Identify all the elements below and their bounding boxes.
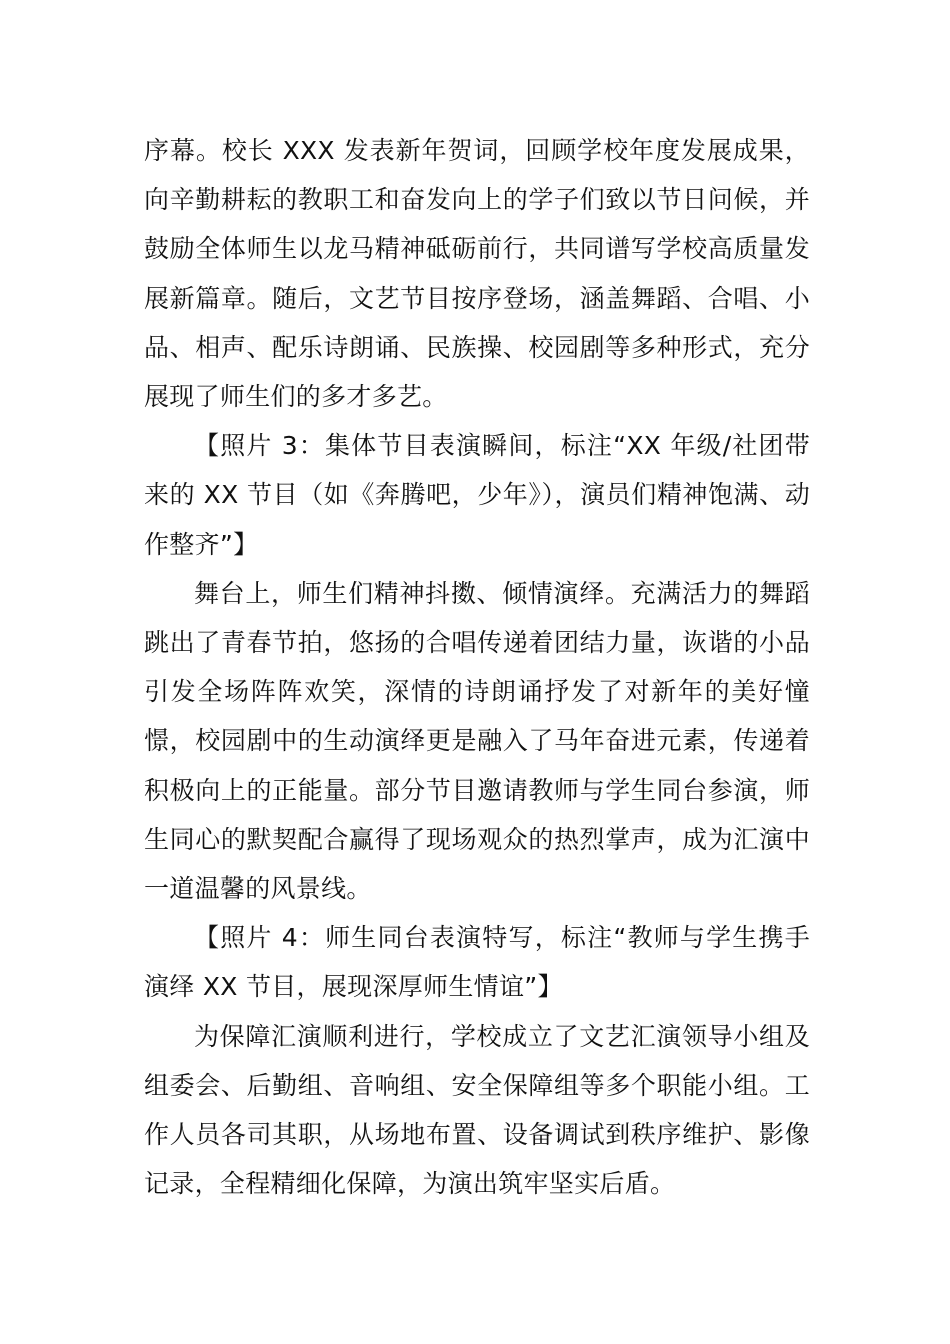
paragraph-logistics: 为保障汇演顺利进行，学校成立了文艺汇演领导小组及组委会、后勤组、音响组、安全保障组等多个职能小组。工作人员各司其职，从场地布置、设备调试到秩序维护、影像记录，全程精细化保障，为演出筑牢坚实后盾。 <box>144 1021 810 1199</box>
document-body <box>144 126 810 1208</box>
photo-3-caption: 【照片 3：集体节目表演瞬间，标注“XX 年级/社团带来的 XX 节目（如《奔腾吧，少年》），演员们精神饱满、动作整齐”】 <box>144 431 810 559</box>
paragraph-stage-performance: 舞台上，师生们精神抖擞、倾情演绎。充满活力的舞蹈跳出了青春节拍，悠扬的合唱传递着团结力量，诙谐的小品引发全场阵阵欢笑，深情的诗朗诵抒发了对新年的美好憧憬，校园剧中的生动演绎更是融入了马年奋进元素，传递着积极向上的正能量。部分节目邀请教师与学生同台参演，师生同心的默契配合赢得了现场观众的热烈掌声，成为汇演中一道温馨的风景线。 <box>144 578 810 904</box>
paragraph-opening-ceremony: 序幕。校长 XXX 发表新年贺词，回顾学校年度发展成果，向辛勤耕耘的教职工和奋发向上的学子们致以节日问候，并鼓励全体师生以龙马精神砥砺前行，共同谱写学校高质量发展新篇章。随后，文艺节目按序登场，涵盖舞蹈、合唱、小品、相声、配乐诗朗诵、民族操、校园剧等多种形式，充分展现了师生们的多才多艺。 <box>144 136 810 412</box>
photo-4-caption: 【照片 4：师生同台表演特写，标注“教师与学生携手演绎 XX 节目，展现深厚师生情谊”】 <box>144 923 810 1002</box>
